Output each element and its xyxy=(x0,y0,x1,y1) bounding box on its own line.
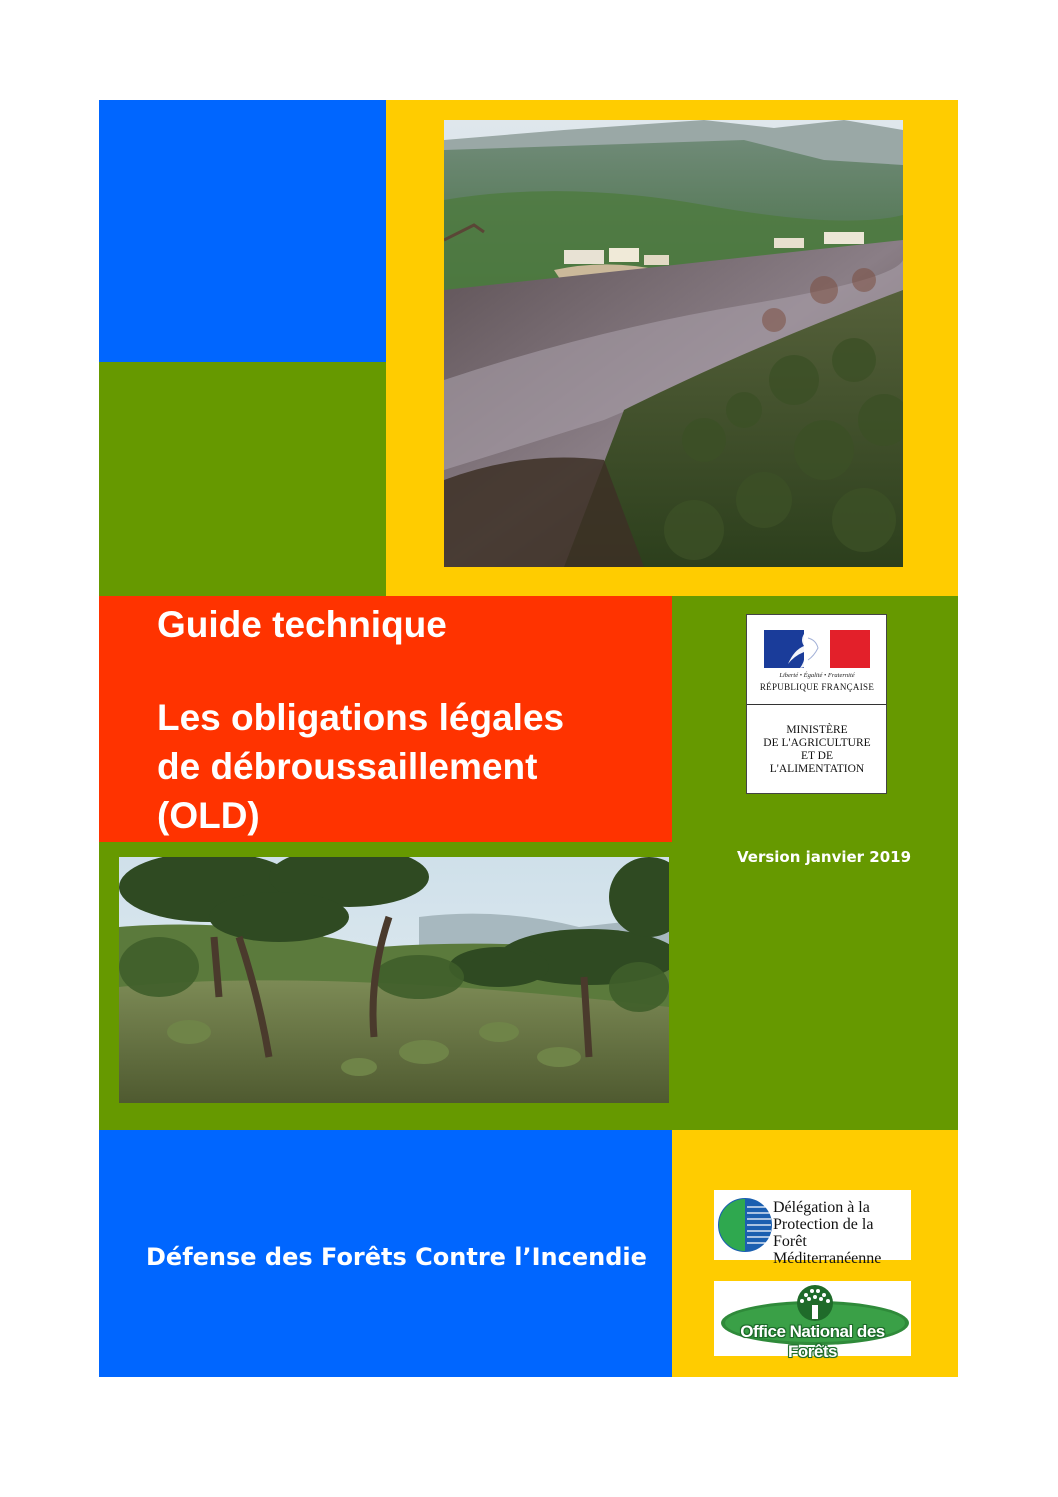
marianne-flag-icon xyxy=(764,630,870,668)
dpfm-line-2: Protection de la Forêt xyxy=(773,1216,874,1250)
title-line-2: de débroussaillement xyxy=(157,746,538,787)
dpfm-line-1: Délégation à la xyxy=(773,1199,870,1216)
footer-dfci: Défense des Forêts Contre l’Incendie xyxy=(146,1243,647,1271)
republique-name: RÉPUBLIQUE FRANÇAISE xyxy=(759,682,875,692)
ministry-line-2: DE L'AGRICULTURE xyxy=(763,737,871,749)
title-line-3: (OLD) xyxy=(157,795,260,836)
blue-block-top-left xyxy=(99,100,386,362)
guide-label: Guide technique xyxy=(157,604,447,645)
republique-motto: Liberté • Égalité • Fraternité xyxy=(779,672,855,679)
dpfm-name xyxy=(773,1199,911,1267)
green-block-left xyxy=(99,362,386,596)
republique-francaise-logo xyxy=(746,614,887,794)
ministry-line-3: ET DE xyxy=(800,750,834,762)
dpfm-emblem-icon xyxy=(717,1197,773,1253)
dpfm-logo xyxy=(714,1190,911,1267)
document-title xyxy=(157,693,667,840)
pine-forest-photo xyxy=(119,857,669,1103)
ministry-line-4: L'ALIMENTATION xyxy=(769,763,865,775)
burnt-hillside-photo xyxy=(444,120,903,567)
logo-divider xyxy=(747,704,886,705)
dpfm-line-3: Méditerranéenne xyxy=(773,1250,882,1267)
onf-logo xyxy=(714,1281,911,1361)
title-line-1: Les obligations légales xyxy=(157,697,565,738)
ministry-line-1: MINISTÈRE xyxy=(786,724,848,736)
onf-name: Office National des Forêts xyxy=(740,1322,885,1361)
version-date: Version janvier 2019 xyxy=(737,848,912,866)
ministry-name xyxy=(749,724,885,776)
